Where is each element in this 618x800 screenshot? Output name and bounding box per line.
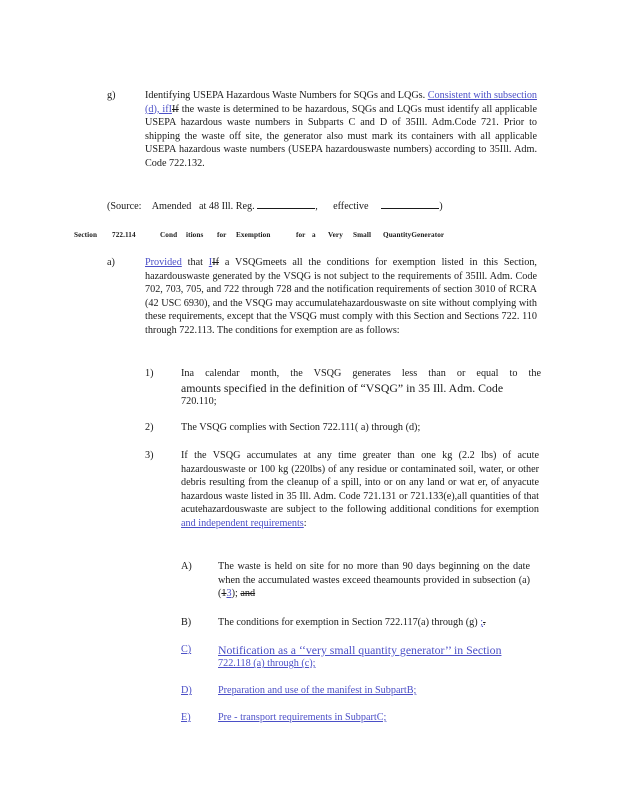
g-text-1: Identifying USEPA Hazardous Waste Numbers for SQGs and LQGs.: [145, 90, 426, 101]
item-label-2: 2): [145, 422, 154, 433]
item-1-line-3: 720.110;: [181, 395, 217, 407]
item-B-inserted: ;: [480, 617, 484, 628]
register-blank: [257, 199, 315, 209]
item-D-text: Preparation and use of the manifest in SubpartB;: [218, 685, 417, 696]
g-text-2: the waste is determined to be hazardous, SQGs and LQGs must identify all applicable USEPA hazardous waste numbers in Subparts C and D of 35Ill. Adm.Code 721. Prior to shipping the waste off site, the generator also must mark its containers with all applicable USEPA hazardous waste numbers (USEPA hazardouswaste numbers) according to 35Ill. Adm. Code 722.132.: [145, 103, 537, 169]
source-register: at 48 Ill. Reg.: [198, 201, 255, 212]
source-comma: ,: [315, 201, 318, 212]
paragraph-1: [181, 367, 541, 408]
heading-word-3: for: [217, 231, 227, 239]
a-inserted-2: I: [208, 257, 213, 268]
a-text-2: a VSQGmeets all the conditions for exemption listed in this Section, hazardouswaste generated by the VSQG is not subject to the requirements of 35Ill. Adm. Code 702, 703, 705, and 722 through 728 and the notification requirements of section 3010 of RCRA (42 USC 6930), and the VSQG may accumulatehazardouswaste on site without complying with these requirements, except that the VSQG must comply with this Section and Sections 722. 110 through 722.113. The conditions for exemption are as follows:: [145, 257, 537, 336]
item-1-line-2: amounts specified in the definition of “VSQG” in 35 Ill. Adm. Code: [181, 380, 504, 395]
item-A-inserted-1: 3: [226, 588, 232, 600]
item-3-colon: :: [303, 517, 307, 529]
heading-word-9: QuantityGenerator: [383, 231, 445, 239]
paragraph-D: [218, 684, 538, 698]
heading-word-4: Exemption: [236, 231, 271, 239]
item-A-text: The waste is held on site for no more than 90 days beginning on the date when the accumulated wastes exceed theamounts provided in subsection (a)(: [218, 561, 530, 600]
item-label-E: E): [181, 712, 191, 723]
heading-word-6: a: [312, 231, 316, 239]
item-label-B: B): [181, 617, 192, 628]
heading-section: Section: [74, 231, 98, 239]
paragraph-3: [181, 449, 539, 531]
paragraph-B: [218, 616, 538, 630]
item-2-text: The VSQG complies with Section 722.111( a) through (d);: [181, 422, 421, 433]
item-label-3: 3): [145, 450, 154, 461]
g-inserted-1: Consistent with subsection (d), if: [145, 90, 538, 115]
item-3-text: If the VSQG accumulates at any time greater than one kg (2.2 lbs) of acute hazardouswaste or 100 kg (220lbs) of any residue or contaminated soil, water, or other debris resulting from the cleanup of a spill, into or on any land or wat er, of anyacute hazardous waste listed in 35 Ill. Adm. Code 721.131 or 721.133(e),all quantities of that acutehazardouswaste are subject to the following additional conditions for exemption: [181, 450, 539, 516]
a-deleted-1: If: [212, 257, 219, 268]
source-close: ): [439, 201, 443, 212]
g-deleted-1: If: [172, 103, 179, 115]
paragraph-a: [145, 256, 537, 338]
a-text-1: that: [181, 257, 209, 268]
heading-word-7: Very: [328, 231, 343, 239]
heading-word-8: Small: [353, 231, 372, 239]
g-inserted-2: I: [168, 103, 172, 115]
item-B-text: The conditions for exemption in Section 722.117(a) through (g): [218, 617, 478, 628]
item-A-deleted-2: and: [240, 588, 256, 600]
heading-word-5: for: [296, 231, 306, 239]
item-A-text-2: );: [231, 588, 238, 600]
item-3-inserted: and independent requirements: [181, 517, 304, 529]
paragraph-E: [218, 711, 538, 725]
effective-blank: [381, 199, 439, 209]
item-label-D: D): [181, 685, 192, 696]
paragraph-2: [181, 421, 541, 435]
item-C-line-1: Notification as a ‘‘very small quantity generator’’ in Section: [218, 643, 502, 657]
paragraph-A: [218, 560, 530, 601]
item-label-C: C): [181, 644, 192, 655]
item-label-g: g): [107, 90, 116, 101]
heading-word-2: itions: [186, 231, 204, 239]
source-amended: Amended: [151, 201, 192, 212]
a-inserted-1: Provided: [145, 257, 182, 268]
heading-number: 722.114: [112, 231, 136, 239]
paragraph-g: [145, 89, 537, 171]
source-label: (Source:: [107, 201, 142, 212]
source-note: [107, 199, 507, 214]
item-label-a: a): [107, 257, 115, 268]
item-E-text: Pre - transport requirements in SubpartC;: [218, 712, 387, 723]
source-effective: effective: [333, 201, 369, 212]
heading-word-1: Cond: [160, 231, 178, 239]
item-A-deleted-1: 1: [221, 588, 227, 600]
item-1-line-1: Ina calendar month, the VSQG generates less than or equal to the: [181, 368, 541, 379]
item-label-A: A): [181, 561, 192, 572]
item-B-deleted: .: [483, 617, 486, 628]
item-label-1: 1): [145, 368, 154, 379]
item-C-line-2: 722.118 (a) through (c);: [218, 658, 316, 669]
paragraph-C: [218, 643, 538, 671]
